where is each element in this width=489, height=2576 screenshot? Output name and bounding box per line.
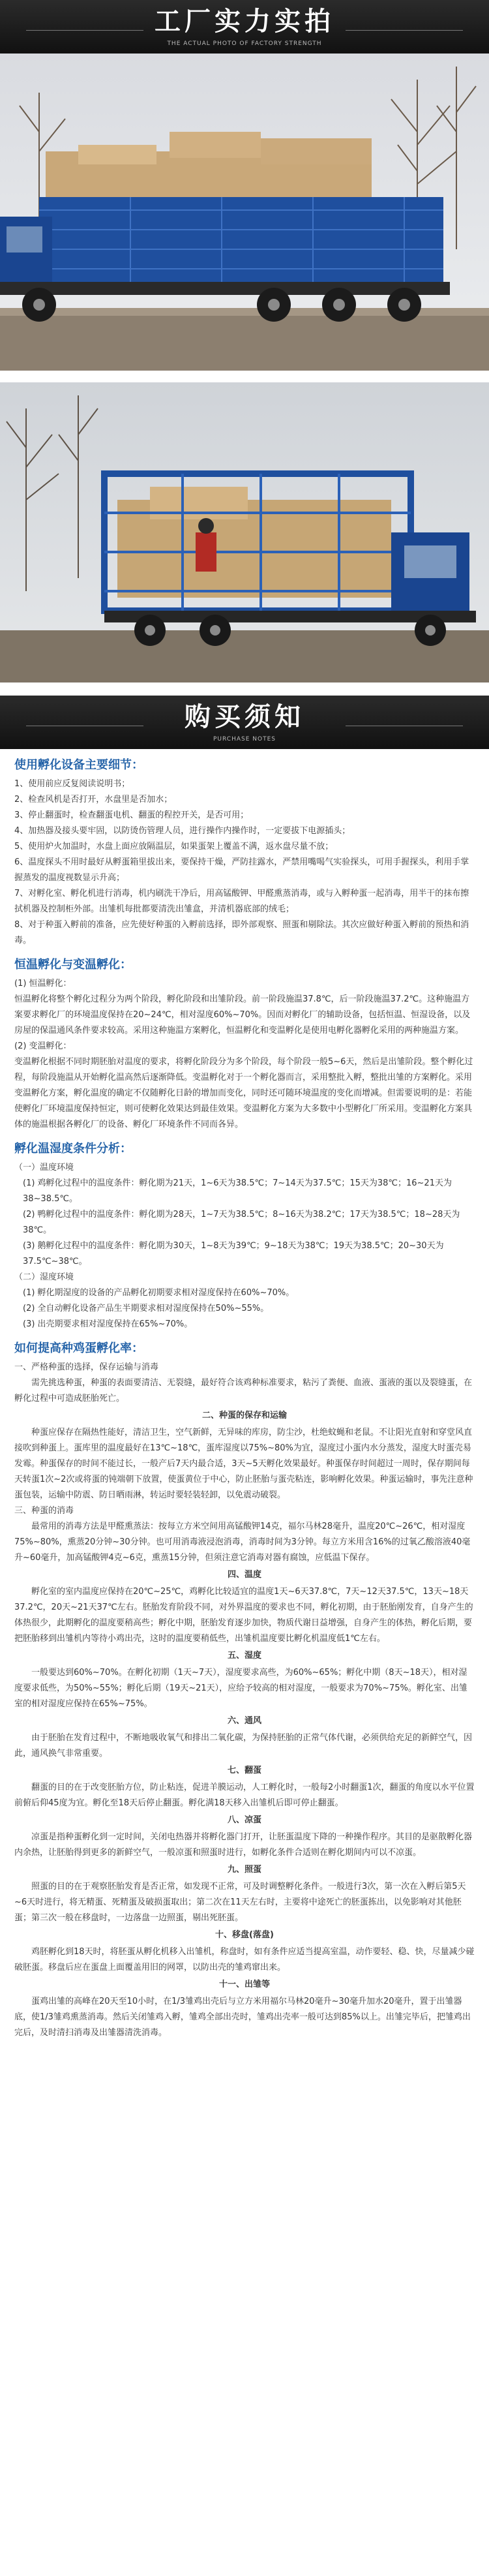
rate-section-title: 三、种蛋的消毒 bbox=[14, 1506, 74, 1516]
banner-divider bbox=[26, 30, 143, 31]
truck-photo-1 bbox=[0, 54, 489, 371]
banner-subtitle: THE ACTUAL PHOTO OF FACTORY STRENGTH bbox=[167, 40, 322, 47]
rate-section-body: 最常用的消毒方法是甲醛熏蒸法：按每立方米空间用高锰酸钾14克，福尔马林28毫升，温度20℃~26℃，相对湿度75%~80%，熏蒸20分钟~30分钟。也可用消毒液浸泡消毒，消毒时间为3分钟。每立方米用含16%的过氧乙酸溶液40毫升~60毫升，加高锰酸钾4克~6克，熏蒸15分钟，但须注意它消毒对器有腐蚀，应低温下保存。 bbox=[14, 1522, 471, 1563]
humid-item: (2) 全自动孵化设备产品生半期要求相对湿度保持在50%~55%。 bbox=[23, 1304, 269, 1313]
rate-section-title: 七、翻蛋 bbox=[227, 1766, 261, 1775]
temp-heading: （一）温度环境 bbox=[14, 1163, 74, 1173]
temp-item: (1) 鸡孵化过程中的温度条件：孵化期为21天，1~6天为38.5℃；7~14天为37.5℃；15天为38℃；16~21天为38~38.5℃。 bbox=[23, 1178, 452, 1204]
temp-item: (3) 鹅孵化过程中的温度条件：孵化期为30天，1~8天为39℃；9~18天为38℃；19天为38.5℃；20~30天为37.5℃~38℃。 bbox=[23, 1241, 444, 1266]
usage-item: 4、加热器及接头要牢固，以防烫伤管理人员，进行操作内操作时，一定要拔下电源插头； bbox=[14, 826, 351, 836]
rate-section-body: 蛋鸡出雏的高峰在20天至10小时，在1/3雏鸡出壳后与立方米用福尔马林20毫升~30毫升加水20毫升，置于出雏器底，使1/3雏鸡熏蒸消毒。然后关闭雏鸡入孵，雏鸡全部出壳时，雏鸡出壳率一般可达到85%以上。出雏完毕后，把雏鸡出完后，及时清扫消毒及出雏器清洗消毒。 bbox=[14, 1997, 471, 2038]
conditions-heading: 孵化温湿度条件分析： bbox=[14, 1142, 132, 1156]
rate-section-body: 照蛋的目的在于观察胚胎发育是否正常，如发现不正常，可及时调整孵化条件。一般进行3次，第一次在入孵后第5天~6天时进行，将无精蛋、死精蛋及破损蛋取出；第二次在11天左右时，主要将中途死亡的胚蛋拣出，以免影响对其他胚蛋；第三次一般在移盘时，一边落盘一边照蛋，剔出死胚蛋。 bbox=[14, 1882, 466, 1923]
usage-item: 7、对孵化室、孵化机进行消毒，机内刷洗干净后，用高锰酸钾、甲醛熏蒸消毒，或与入孵种蛋一起消毒，用半干的抹布擦拭机器及控制柜外部。出雏机每批都要清洗出雏盒，并清机器底部的绒毛； bbox=[14, 889, 469, 914]
constant-paragraph: 恒温孵化将整个孵化过程分为两个阶段，孵化阶段和出雏阶段。前一阶段施温37.8℃，后一阶段施温37.2℃。这种施温方案要求孵化厂的环境温度保持在20~24℃，相对湿度60%~70%。因而对孵化厂的辅助设备，包括恒温、恒湿设备，以及房屋的保温通风条件要求较高。采用这种施温方案孵化，恒温孵化和变温孵化是使用电孵化器孵化采用的两种施温方案。 bbox=[14, 994, 471, 1035]
constant-sub: (1) 恒温孵化： bbox=[14, 979, 72, 989]
truck-photo-2 bbox=[0, 382, 489, 682]
rate-section-body: 凉蛋是指种蛋孵化到一定时间，关闭电热器并将孵化器门打开，让胚蛋温度下降的一种操作程序。其目的是驱散孵化器内余热，让胚胎得到更多的新鲜空气，一般凉蛋和照蛋时进行，如孵化条件合适则在孵化期间内可以不凉蛋。 bbox=[14, 1832, 473, 1858]
temp-item: (2) 鸭孵化过程中的温度条件：孵化期为28天，1~7天为38.5℃；8~16天为38.2℃；17天为38.5℃；18~28天为38℃。 bbox=[23, 1210, 460, 1235]
rate-section-title: 六、通风 bbox=[227, 1716, 261, 1726]
usage-section bbox=[0, 756, 489, 2041]
humid-item: (3) 出壳期要求相对湿度保持在65%~70%。 bbox=[23, 1319, 193, 1329]
rate-section-title: 十、移盘(落盘) bbox=[215, 1930, 274, 1940]
factory-banner bbox=[0, 0, 489, 54]
humid-heading: （二）湿度环境 bbox=[14, 1272, 74, 1282]
humid-item: (1) 孵化期湿度的设备的产品孵化初期要求相对湿度保持在60%~70%。 bbox=[23, 1288, 295, 1298]
rate-section-title: 二、种蛋的保存和运输 bbox=[201, 1411, 287, 1420]
purchase-banner bbox=[0, 696, 489, 749]
usage-item: 8、对于种蛋入孵前的准备，应先使好种蛋的入孵前选择，即外部观察、照蛋和剔除法。其次应做好种蛋入孵前的预热和消毒。 bbox=[14, 920, 469, 945]
usage-heading: 使用孵化设备主要细节： bbox=[14, 758, 143, 772]
variable-paragraph: 变温孵化根据不同时期胚胎对温度的要求，将孵化阶段分为多个阶段，每个阶段一般5~6天，然后是出雏阶段。整个孵化过程，每阶段施温从开始孵化温高然后逐渐降低。变温孵化对于一个孵化器而言，采用整批入孵，整批出雏的方案孵化。采用变温孵化方案，孵化温度的确定不仅随孵化日龄的增加而变化，同时还可随环境温度的变化而增减。但需要说明的是：若能使孵化厂环境温度保持恒定，则可使孵化效果达到最佳效果。变温孵化方案为大多数中小型孵化厂所采用。变温孵化方案具体的施温根据各孵化厂的设备、孵化厂环境条件不同而各异。 bbox=[14, 1057, 473, 1129]
rate-section-body: 翻蛋的目的在于改变胚胎方位，防止粘连，促进羊膜运动，人工孵化时，一般每2小时翻蛋1次，翻蛋的角度以水平位置前俯后仰45度为宜。孵化至18天后停止翻蛋。孵化满18天移入出雏机后即可停止翻蛋。 bbox=[14, 1783, 475, 1808]
banner-title: 购买须知 bbox=[185, 702, 304, 732]
rate-section-body: 鸡胚孵化到18天时，将胚蛋从孵化机移入出雏机，称盘时，如有条件应适当提高室温，动作要轻、稳、快，尽量减少碰破胚蛋。移盘后应在蛋盘上面覆盖用旧的网罩，以防出壳的雏鸡窜出来。 bbox=[14, 1947, 475, 1972]
rate-section-title: 十一、出雏等 bbox=[218, 1980, 270, 1989]
rate-section-body: 由于胚胎在发育过程中，不断地吸收氧气和排出二氧化碳，为保持胚胎的正常气体代谢，必须供给充足的新鲜空气，因此，通风换气非常重要。 bbox=[14, 1733, 473, 1758]
rate-section-body: 孵化室的室内温度应保持在20℃~25℃，鸡孵化比较适宜的温度1天~6天37.8℃，7天~12天37.5℃，13天~18天37.2℃，20天~21天37℃左右。胚胎发育阶段不同，对外界温度的要求也不同，孵化初期，由于胚胎刚发育，自身产生的体热很少，此期孵化的温度要稍高些；孵化中期，胚胎发育逐步加快，物质代谢日益增强，自身产生的体热，孵化后期，要把胚胎移到出雏机内等待小鸡出壳，这时的温度要稍低些，出雏机温度要比孵化机温度低1℃左右。 bbox=[14, 1587, 473, 1644]
usage-item: 6、温度探头不用时最好从孵蛋箱里拔出来，要保持干燥，严防挂露水，严禁用嘴喝气实验探头，可用手握探头，利用手掌握蒸发的温度视数显示升高； bbox=[14, 857, 469, 883]
usage-item: 1、使用前应反复阅读说明书； bbox=[14, 779, 130, 789]
rate-section-body: 一般要达到60%~70%。在孵化初期（1天~7天），湿度要求高些，为60%~65%；孵化中期（8天~18天），相对湿度要求低些，为50%~55%；孵化后期（19天~21天），应给予较高的相对湿度，一般要求为70%~75%。孵化室、出雏室的相对湿度应保持在65%~75%。 bbox=[14, 1668, 467, 1709]
usage-item: 2、检查风机是否打开，水盘里是否加水； bbox=[14, 795, 173, 805]
usage-item: 3、停止翻蛋时，检查翻蛋电机、翻蛋的程控开关，是否可用； bbox=[14, 810, 249, 820]
constant-heading: 恒温孵化与变温孵化： bbox=[14, 958, 132, 972]
rate-section-title: 一、严格种蛋的选择，保存运输与消毒 bbox=[14, 1362, 159, 1372]
usage-list bbox=[14, 776, 475, 949]
banner-divider bbox=[346, 30, 463, 31]
rate-section-title: 四、温度 bbox=[227, 1570, 261, 1580]
rate-section-title: 九、照蛋 bbox=[227, 1865, 261, 1875]
rate-section-title: 八、凉蛋 bbox=[227, 1815, 261, 1825]
usage-item: 5、使用炉火加温时，水盘上面应放隔温层，如果蛋架上覆盖不满，返水盘尽量不放； bbox=[14, 842, 334, 851]
banner-title: 工厂实力实拍 bbox=[155, 7, 334, 37]
variable-sub: (2) 变温孵化： bbox=[14, 1041, 72, 1051]
rate-section-body: 需先挑选种蛋，种蛋的表面要清洁、无裂缝，最好符合该鸡种标准要求，粘污了粪便、血液、蛋液的蛋以及裂缝蛋，在孵化过程中可造成胚胎死亡。 bbox=[14, 1378, 473, 1403]
banner-subtitle: PURCHASE NOTES bbox=[213, 736, 276, 743]
rate-heading: 如何提高种鸡蛋孵化率： bbox=[14, 1342, 143, 1355]
rate-sections bbox=[14, 1360, 475, 2041]
rate-section-title: 五、湿度 bbox=[227, 1651, 261, 1661]
rate-section-body: 种蛋应保存在隔热性能好，清洁卫生，空气新鲜，无异味的库房，防尘沙，杜绝蚊蝇和老鼠。不让阳光直射和穿堂风直接吹到种蛋上。蛋库里的温度最好在13℃~18℃，蛋库湿度以75%~80%为宜，湿度过小蛋内水分蒸发，湿度大时蛋壳易发霉。种蛋保存的时间不能过长，一般产后7天内最合适，3天~5天孵化效果最好。种蛋保存时间超过一周时，保存期间每天转蛋1次~2次或将蛋的钝端朝下放置，使蛋黄位于中心，防止胚胎与蛋壳粘连，影响孵化效果。种蛋运输时，事先注意种蛋包装，运输中防震、防日晒雨淋，转运时要轻装轻卸，以免震动破裂。 bbox=[14, 1428, 473, 1500]
